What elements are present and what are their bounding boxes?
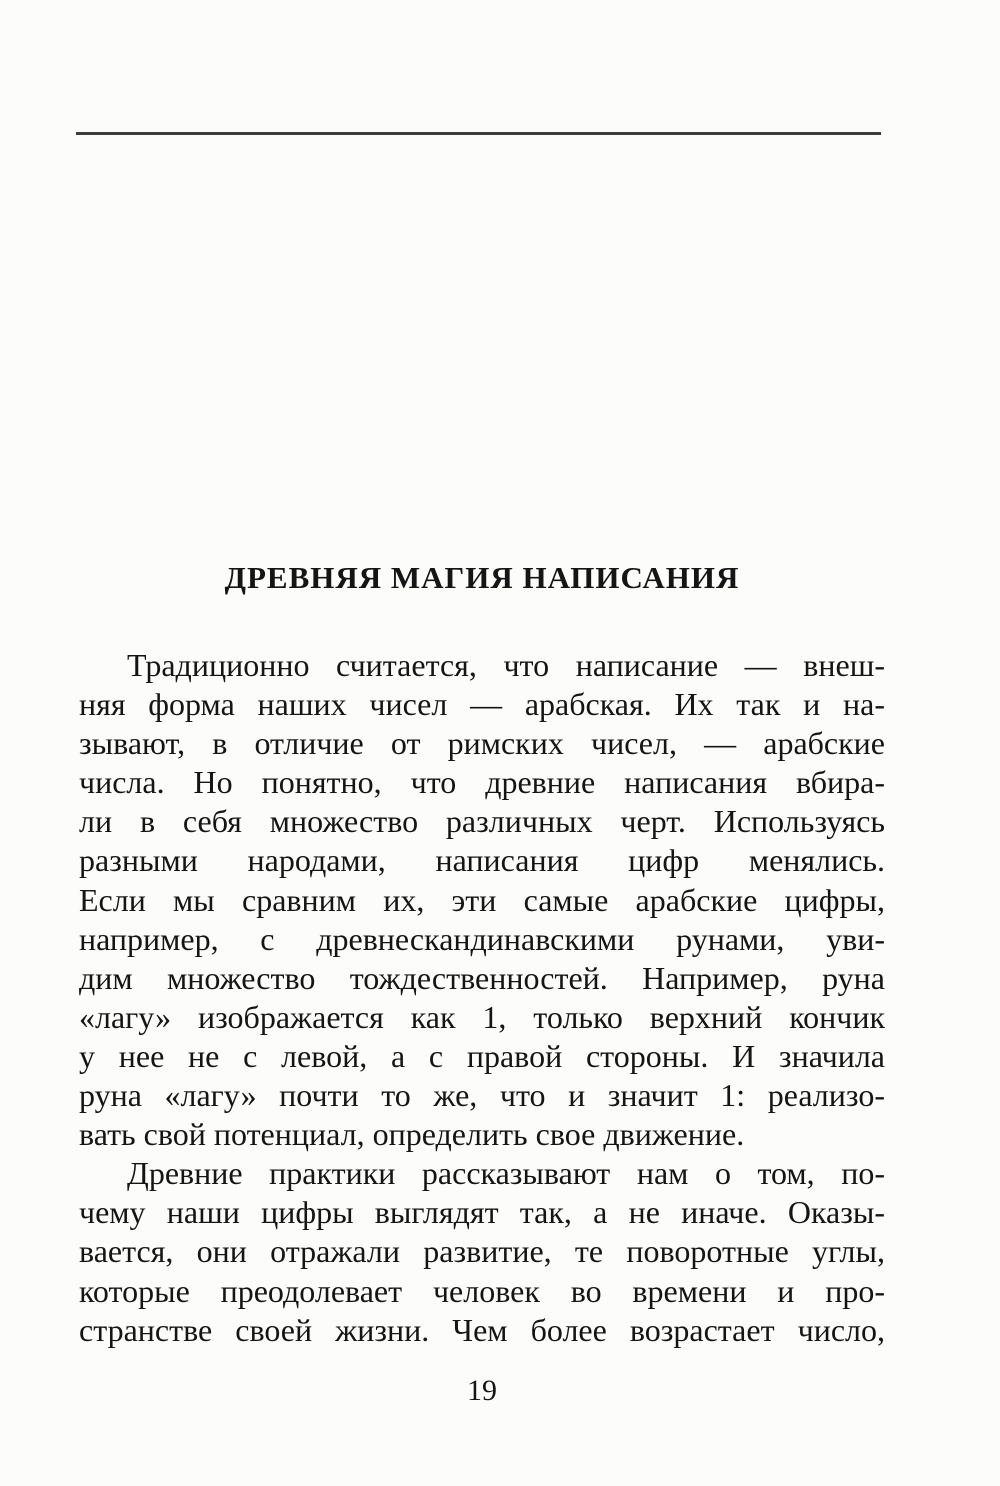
paragraph-2: [79, 1154, 885, 1349]
text-line: разными народами, написания цифр менялись.: [79, 842, 885, 879]
page-number: 19: [467, 1374, 497, 1407]
text-line: вать свой потенциал, определить свое движение.: [79, 1116, 745, 1153]
text-line: Традиционно считается, что написание — внеш-: [127, 647, 885, 683]
text-line: дим множество тождественностей. Например, руна: [79, 959, 885, 996]
text-line: «лагу» изображается как 1, только верхний кончик: [79, 998, 885, 1035]
text-line: которые преодолевает человек во времени и про-: [79, 1272, 885, 1309]
text-line: Если мы сравним их, эти самые арабские цифры,: [79, 881, 885, 918]
text-line: например, с древнескандинавскими рунами, уви-: [79, 920, 885, 957]
text-line: няя форма наших чисел — арабская. Их так и на-: [79, 686, 885, 723]
chapter-title: ДРЕВНЯЯ МАГИЯ НАПИСАНИЯ: [224, 560, 740, 595]
text-line: руна «лагу» почти то же, что и значит 1: реализо-: [79, 1077, 885, 1114]
text-line: Древние практики рассказывают нам о том, по-: [127, 1155, 885, 1192]
text-line: вается, они отражали развитие, те поворотные углы,: [79, 1233, 885, 1270]
text-body: [79, 646, 885, 1350]
text-line: странстве своей жизни. Чем более возрастает число,: [79, 1311, 885, 1348]
paragraph-1: [79, 646, 885, 1154]
text-line: ли в себя множество различных черт. Используясь: [79, 803, 885, 840]
header-rule: [76, 132, 881, 135]
text-line: чему наши цифры выглядят так, а не иначе. Оказы-: [79, 1194, 885, 1231]
text-line: числа. Но понятно, что древние написания вбира-: [79, 764, 885, 801]
text-line: у нее не с левой, а с правой стороны. И значила: [79, 1037, 885, 1074]
text-line: зывают, в отличие от римских чисел, — арабские: [79, 725, 885, 762]
